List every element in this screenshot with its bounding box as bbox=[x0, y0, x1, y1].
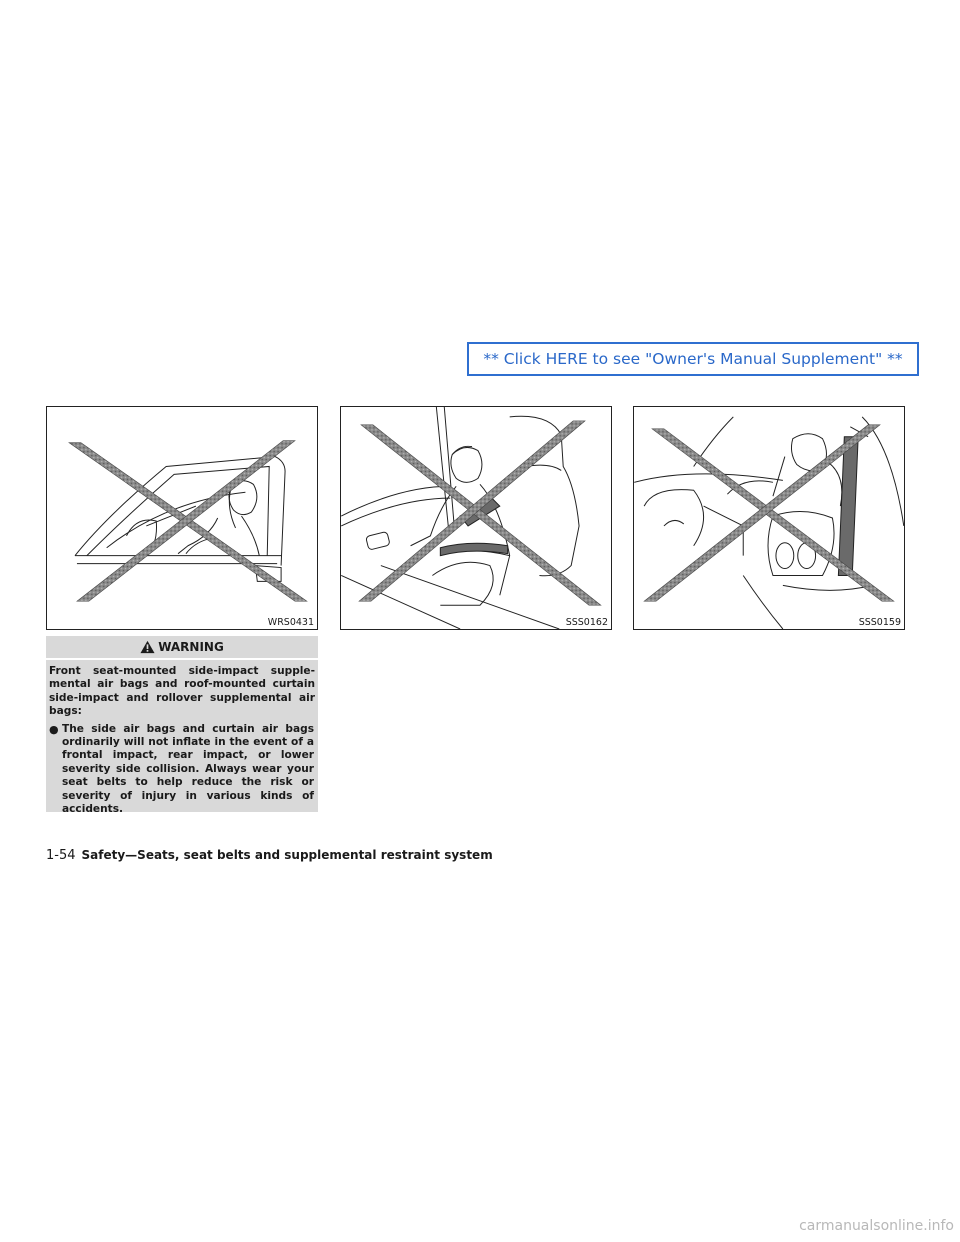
warning-title: WARNING bbox=[158, 640, 224, 654]
figure-driver-leaning-on-door bbox=[46, 406, 318, 630]
figure-child-kneeling-facing-window bbox=[633, 406, 905, 630]
watermark: carmanualsonline.info bbox=[799, 1218, 954, 1234]
prohibited-driver-leaning-on-door-illustration bbox=[47, 407, 317, 629]
figure-child-leaning-on-door bbox=[340, 406, 612, 630]
figure-code: WRS0431 bbox=[267, 617, 314, 628]
figure-code: SSS0162 bbox=[565, 617, 608, 628]
bullet-icon: ● bbox=[49, 722, 59, 736]
figure-code: SSS0159 bbox=[858, 617, 901, 628]
warning-triangle-icon bbox=[140, 640, 155, 654]
warning-body bbox=[46, 660, 318, 816]
warning-item-text: The side air bags and curtain air bags ordinarily will not inflate in the event of a frontal impact, rear impact, or lower severity side collision. Always wear your seat belts to help reduce the risk or severity of injury in various kinds of accidents. bbox=[62, 722, 314, 816]
owners-manual-supplement-link[interactable]: ** Click HERE to see "Owner's Manual Supplement" ** bbox=[467, 342, 919, 376]
warning-header bbox=[46, 636, 318, 660]
warning-list-item bbox=[49, 723, 315, 817]
page-number: 1-54 bbox=[46, 848, 76, 863]
warning-intro: Front seat-mounted side-impact supple- mental air bags and roof-mounted curtain side-impact and rollover supplemental air bags: bbox=[49, 665, 315, 718]
warning-box bbox=[46, 636, 318, 816]
section-title: Safety—Seats, seat belts and supplemental restraint system bbox=[81, 848, 493, 862]
prohibited-child-kneeling-facing-window-illustration bbox=[634, 407, 904, 629]
prohibited-child-leaning-on-door-illustration bbox=[341, 407, 611, 629]
page-footer bbox=[46, 848, 493, 863]
